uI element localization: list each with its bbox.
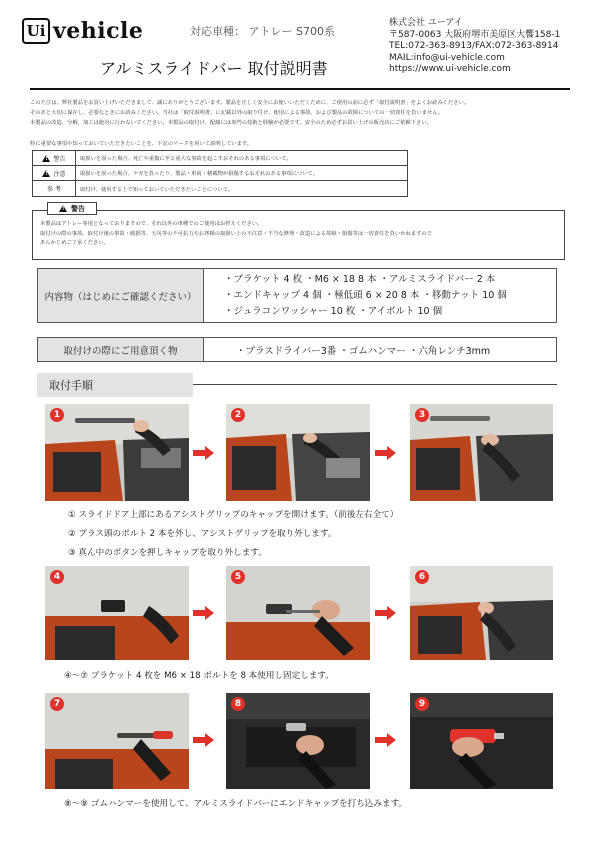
contents-head: 内容物（はじめにご確認ください） xyxy=(38,269,204,322)
step-number-badge: 6 xyxy=(415,570,429,584)
step-photo-2 xyxy=(226,404,370,501)
step-photo-4 xyxy=(45,566,189,660)
step-photo-6 xyxy=(410,566,553,660)
warning-tag xyxy=(47,202,97,215)
page-title: アルミスライドバー 取付説明書 xyxy=(100,59,328,78)
steps-title: 取付手順 xyxy=(37,373,193,397)
company-name: 株式会社 ユーアイ xyxy=(389,18,463,28)
company-phone: TEL:072-363-8913/FAX:072-363-8914 xyxy=(389,41,559,51)
step-caption: ② プラス頭のボルト 2 本を外し、アシストグリップを取り外します。 xyxy=(68,529,337,539)
vehicle-line: 対応車種： アトレー S700系 xyxy=(190,25,335,38)
step-number-badge: 5 xyxy=(231,570,245,584)
arrow-right-icon xyxy=(205,733,214,747)
car-interior-illustration xyxy=(45,693,189,789)
step-caption: ④～⑦ ブラケット 4 枚を M6 × 18 ボルトを 8 本使用し固定します。 xyxy=(64,671,334,681)
contents-line: ・エンドキャップ 4 個 ・極低頭 6 × 20 8 本 ・移動ナット 10 個 xyxy=(224,290,507,301)
car-interior-illustration xyxy=(410,693,553,789)
step-caption: ③ 真ん中のボタンを押しキャップを取り外します。 xyxy=(68,548,267,558)
logo-text: vehicle xyxy=(53,18,144,44)
car-interior-illustration xyxy=(410,404,553,501)
tools-body: ・プラスドライバー3番 ・ゴムハンマー ・六角レンチ3mm xyxy=(236,345,491,357)
car-interior-illustration xyxy=(45,404,189,501)
mark-text: 取扱いを誤った場合、ケガを負ったり、製品・車両・積載物が損傷するおそれのある事項について。 xyxy=(80,171,319,177)
step-number-badge: 3 xyxy=(415,408,429,422)
intro-line: そのあと大切に保存し、必要なときにお読みください。当社は「取付説明書」に記載以外の取り付け、使用による事故、および製品の故障についての一切責任を負いません。 xyxy=(30,109,444,116)
contents-body xyxy=(204,269,556,322)
intro-text xyxy=(30,99,570,128)
contents-line: ・ジュラコンワッシャー 10 枚 ・アイボルト 10 個 xyxy=(224,306,443,317)
intro-line: 本製品の改造、分解、加工は絶対に行わないでください。本製品の取付け、配線には専門の技術と経験が必要です。安全のため必ずお買い上げの販売店にご依頼下さい。 xyxy=(30,119,432,126)
caution-triangle-icon xyxy=(42,170,50,177)
header-divider xyxy=(30,88,570,90)
step-photo-7 xyxy=(45,693,189,789)
company-address: 〒587-0063 大阪府堺市美原区大饗158-1 xyxy=(389,29,561,40)
step-number-badge: 7 xyxy=(50,697,64,711)
car-interior-illustration xyxy=(226,566,370,660)
mark-text: 取扱いを誤った場合、死亡や重傷に至る重大な事故を起こすおそれのある事項について。 xyxy=(80,156,292,162)
mark-row-reference xyxy=(33,181,407,196)
company-url[interactable]: https://www.ui-vehicle.com xyxy=(389,64,511,74)
marks-intro: 特に重要な事項や知っておいていただきたいことを、下記のマークを用いて説明しています。 xyxy=(30,141,253,147)
step-number-badge: 2 xyxy=(231,408,245,422)
mark-label: 警告 xyxy=(53,155,66,163)
mark-label: 注意 xyxy=(53,170,66,178)
car-interior-illustration xyxy=(226,404,370,501)
marks-table xyxy=(32,150,408,197)
arrow-right-icon xyxy=(205,446,214,460)
step-photo-9 xyxy=(410,693,553,789)
logo-mark: Ui xyxy=(22,18,50,44)
warning-triangle-icon xyxy=(42,155,50,162)
step-caption: ① スライドドア上部にあるアシストグリップのキャップを開けます。（前後左右全て） xyxy=(68,510,399,520)
step-photo-5 xyxy=(226,566,370,660)
arrow-right-icon xyxy=(387,446,396,460)
intro-line: このたびは、弊社製品をお買い上げいただきまして、誠にありがとうございます。製品を正しく安全にお使いいただくために、ご使用の前に必ず「取付説明書」をよくお読みください。 xyxy=(30,100,470,106)
arrow-right-icon xyxy=(387,606,396,620)
arrow-right-icon xyxy=(205,606,214,620)
mark-label: 参 考 xyxy=(47,186,61,193)
tools-head: 取付けの際にご用意頂く物 xyxy=(38,338,204,361)
step-number-badge: 9 xyxy=(415,697,429,711)
warning-line: 取付けの際の事故、取付け後の事故・破損等、天災等の不可抗力やお客様の取扱い上の不注意・不当な修理・改造による故障・損傷等は一切責任を負いかねますので xyxy=(40,230,432,237)
warning-triangle-icon xyxy=(59,205,67,212)
warning-line: 本製品はアトレー専用となっておりますので、それ以外の車種でのご使用はお控えください。 xyxy=(40,221,263,227)
arrow-right-icon xyxy=(387,733,396,747)
car-interior-illustration xyxy=(410,566,553,660)
step-number-badge: 4 xyxy=(50,570,64,584)
step-caption: ⑧～⑨ ゴムハンマーを使用して、アルミスライドバーにエンドキャップを打ち込みます。 xyxy=(64,799,408,809)
step-photo-3 xyxy=(410,404,553,501)
company-mail[interactable]: MAIL:info@ui-vehicle.com xyxy=(389,52,505,63)
step-photo-1 xyxy=(45,404,189,501)
contents-line: ・ブラケット 4 枚 ・M6 × 18 8 本 ・アルミスライドバー 2 本 xyxy=(224,274,496,285)
steps-divider xyxy=(193,384,557,385)
step-number-badge: 1 xyxy=(50,408,64,422)
warning-tag-label: 警告 xyxy=(71,204,85,213)
company-logo xyxy=(22,16,143,46)
company-info xyxy=(389,18,560,76)
car-interior-illustration xyxy=(45,566,189,660)
step-number-badge: 8 xyxy=(231,697,245,711)
car-interior-illustration xyxy=(226,693,370,789)
warning-line: あらかじめご了承ください。 xyxy=(40,240,109,246)
tools-table xyxy=(37,337,557,362)
mark-row-warning xyxy=(33,151,407,166)
step-photo-8 xyxy=(226,693,370,789)
mark-text: 取付け、使用する上で知っておいていただきたいことについて。 xyxy=(80,186,234,193)
contents-table xyxy=(37,268,557,323)
mark-row-caution xyxy=(33,166,407,181)
warning-text xyxy=(40,220,560,249)
